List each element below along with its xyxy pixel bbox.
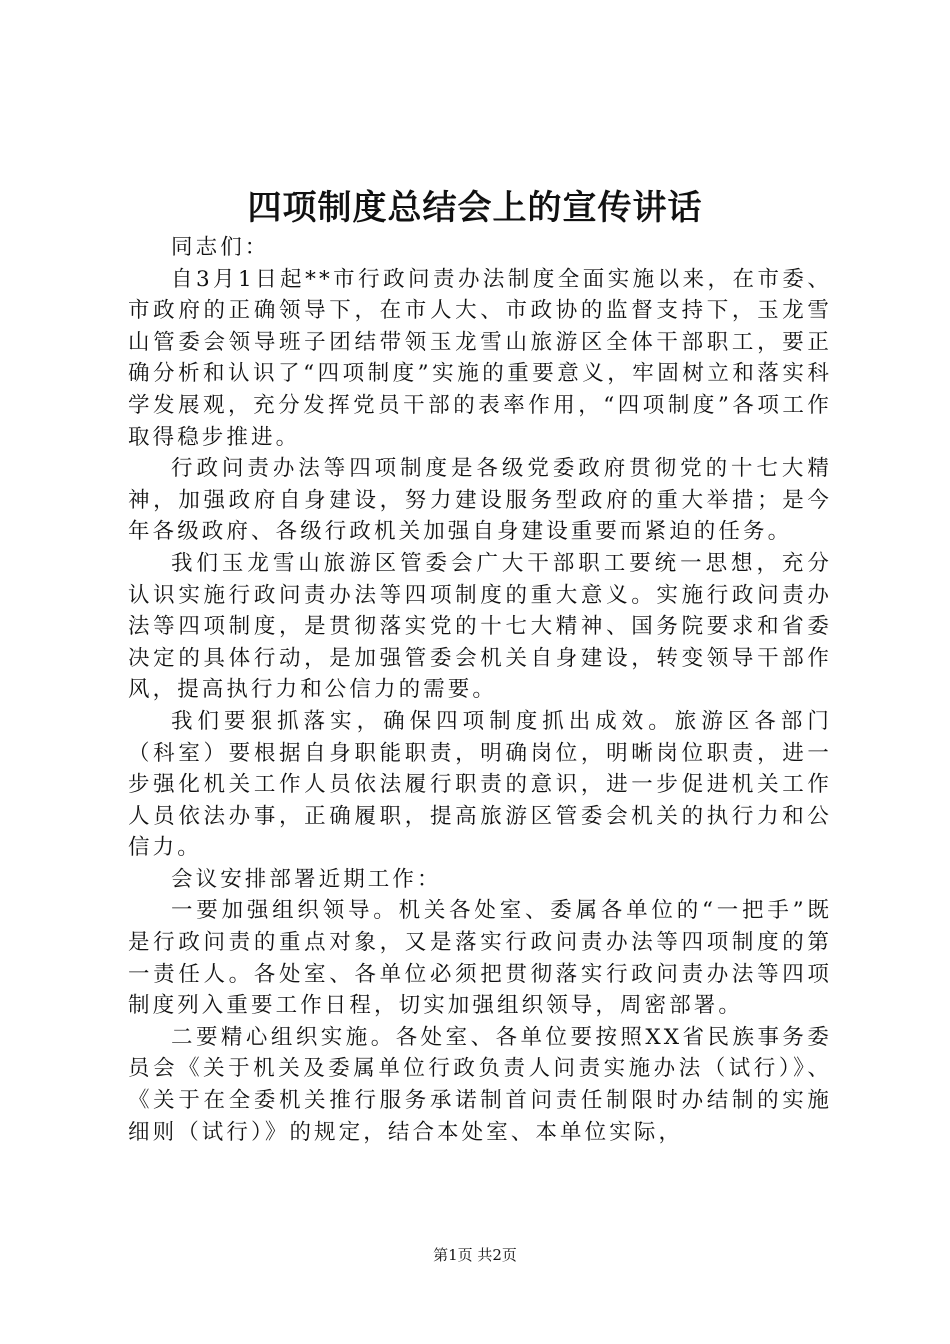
- document-body: [128, 232, 832, 1148]
- paragraph: 会议安排部署近期工作：: [171, 866, 442, 892]
- paragraph-salutation: 同志们：: [171, 235, 270, 260]
- paragraph: 二要精心组织实施。各处室、各单位要按照XX省民族事务委员会《关于机关及委属单位行政负责人问责实施办法（试行）》、《关于在全委机关推行服务承诺制首问责任制限时办结制的实施细则（试行）》的规定，结合本处室、本单位实际，: [128, 1024, 832, 1145]
- page-number-footer: 第1页 共2页: [433, 1246, 517, 1264]
- paragraph: 一要加强组织领导。机关各处室、委属各单位的“一把手”既是行政问责的重点对象，又是落实行政问责办法等四项制度的第一责任人。各处室、各单位必须把贯彻落实行政问责办法等四项制度列入重要工作日程，切实加强组织领导，周密部署。: [128, 898, 832, 1019]
- document-title: 四项制度总结会上的宣传讲话: [247, 188, 703, 228]
- paragraph: 我们玉龙雪山旅游区管委会广大干部职工要统一思想，充分认识实施行政问责办法等四项制度的重大意义。实施行政问责办法等四项制度，是贯彻落实党的十七大精神、国务院要求和省委决定的具体行动，是加强管委会机关自身建设，转变领导干部作风，提高执行力和公信力的需要。: [128, 550, 832, 703]
- paragraph: 自3月1日起**市行政问责办法制度全面实施以来，在市委、市政府的正确领导下，在市人大、市政协的监督支持下，玉龙雪山管委会领导班子团结带领玉龙雪山旅游区全体干部职工，要正确分析和认识了“四项制度”实施的重要意义，牢固树立和落实科学发展观，充分发挥党员干部的表率作用，“四项制度”各项工作取得稳步推进。: [128, 266, 832, 450]
- paragraph: 行政问责办法等四项制度是各级党委政府贯彻党的十七大精神，加强政府自身建设，努力建设服务型政府的重大举措；是今年各级政府、各级行政机关加强自身建设重要而紧迫的任务。: [128, 456, 832, 545]
- paragraph: 我们要狠抓落实，确保四项制度抓出成效。旅游区各部门（科室）要根据自身职能职责，明确岗位，明晰岗位职责，进一步强化机关工作人员依法履行职责的意识，进一步促进机关工作人员依法办事，正确履职，提高旅游区管委会机关的执行力和公信力。: [128, 708, 832, 861]
